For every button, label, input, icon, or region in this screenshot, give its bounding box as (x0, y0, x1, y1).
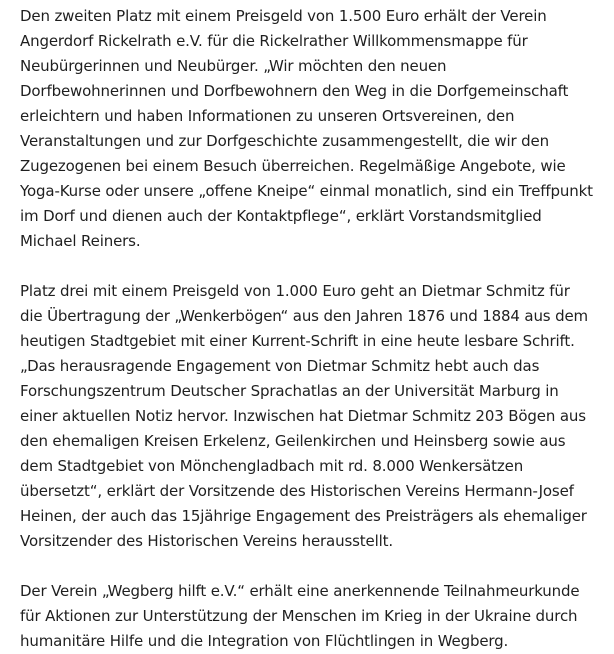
paragraph-wegberg-hilft: Der Verein „Wegberg hilft e.V.“ erhält eine anerkennende Teilnahmeurkunde für Aktionen zur Unterstützung der Menschen im Krieg in der Ukraine durch humanitäre Hilfe und die Integration von Flüchtlingen in Wegberg. (20, 582, 580, 650)
paragraph-second-place: Den zweiten Platz mit einem Preisgeld von 1.500 Euro erhält der Verein Angerdorf Rickelrath e.V. für die Rickelrather Willkommensmappe für Neubürgerinnen und Neubürger. „Wir möchten den neuen Dorfbewohnerinnen und Dorfbewohnern den Weg in die Dorfgemeinschaft erleichtern und haben Informationen zu unseren Ortsvereinen, den Veranstaltungen und zur Dorfgeschichte zusammengestellt, die wir den Zugezogenen bei einem Besuch überreichen. Regelmäßige Angebote, wie Yoga-Kurse oder unsere „offene Kneipe“ einmal monatlich, sind ein Treffpunkt im Dorf und dienen auch der Kontaktpflege“, erklärt Vorstandsmitglied Michael Reiners. (20, 7, 593, 250)
paragraph-third-place: Platz drei mit einem Preisgeld von 1.000 Euro geht an Dietmar Schmitz für die Übertragung der „Wenkerbögen“ aus den Jahren 1876 und 1884 aus dem heutigen Stadtgebiet mit einer Kurrent-Schrift in eine heute lesbare Schrift. „Das herausragende Engagement von Dietmar Schmitz hebt auch das Forschungszentrum Deutscher Sprachatlas an der Universität Marburg in einer aktuellen Notiz hervor. Inzwischen hat Dietmar Schmitz 203 Bögen aus den ehemaligen Kreisen Erkelenz, Geilenkirchen und Heinsberg sowie aus dem Stadtgebiet von Mönchengladbach mit rd. 8.000 Wenkersätzen übersetzt“, erklärt der Vorsitzende des Historischen Vereins Hermann-Josef Heinen, der auch das 15jährige Engagement des Preisträgers als ehemaliger Vorsitzender des Historischen Vereins herausstellt. (20, 282, 588, 550)
